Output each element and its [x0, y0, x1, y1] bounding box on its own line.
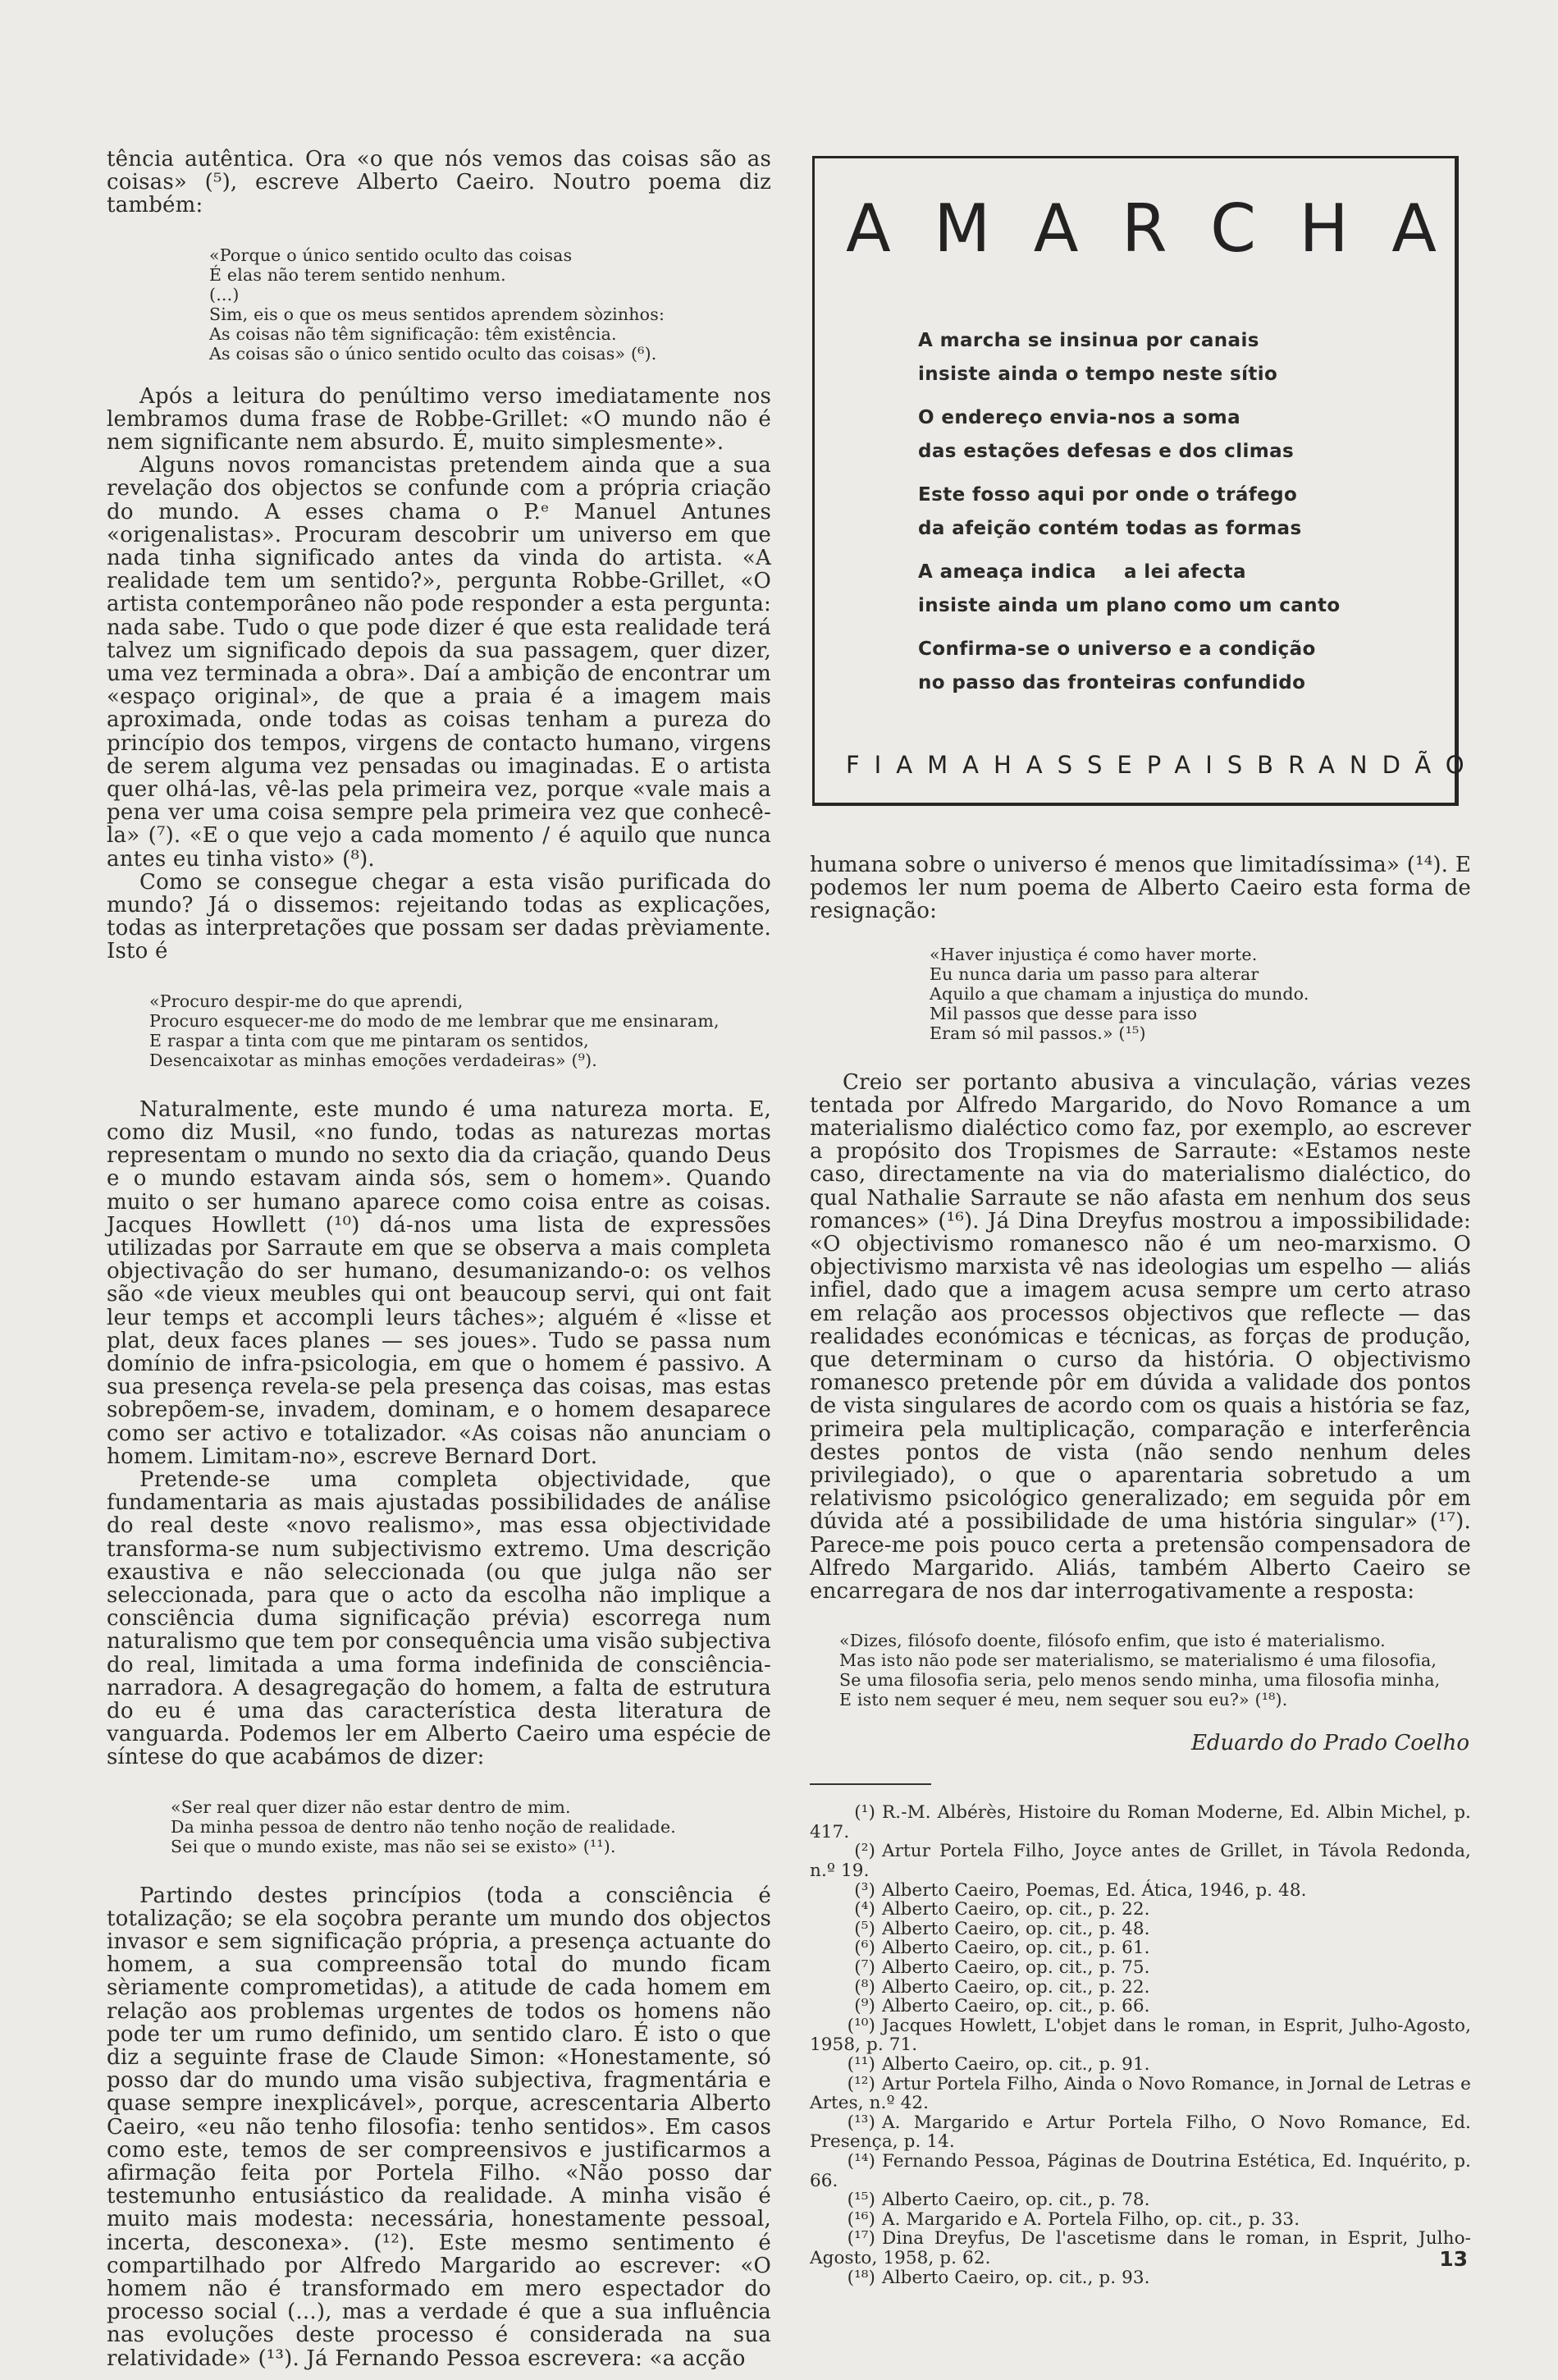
footnote — [810, 1842, 1471, 1880]
paragraph: humana sobre o universo é menos que limitadíssima» (¹⁴). E podemos ler num poema de Alberto Caeiro esta forma de resignação: — [810, 853, 1471, 924]
footnote — [810, 2113, 1471, 2152]
poem-line: Este fosso aqui por onde o tráfego — [918, 484, 1298, 506]
footnote-text: Alberto Caeiro, op. cit., p. 78. — [882, 2190, 1150, 2211]
quote-line: As coisas são o único sentido oculto das coisas» (⁶). — [209, 343, 657, 364]
left-column — [107, 148, 771, 2370]
footnote — [810, 1978, 1471, 1998]
footnote-number: (¹) — [854, 1802, 875, 1824]
footnote-text: R.-M. Albérès, Histoire du Roman Moderne, Ed. Albin Michel, p. 417. — [810, 1802, 1471, 1842]
quote-line: Sim, eis o que os meus sentidos aprendem sòzinhos: — [209, 304, 665, 324]
quote-line: Procuro esquecer-me do modo de me lembrar que me ensinaram, — [149, 1010, 720, 1031]
poem-author — [846, 751, 1479, 779]
title-letter: A — [846, 190, 891, 267]
footnote-number: (⁷) — [854, 1957, 875, 1979]
poem-quote — [810, 945, 1471, 1043]
footnote-text: A. Margarido e Artur Portela Filho, O Novo Romance, Ed. Presença, p. 14. — [810, 2112, 1471, 2153]
footnote — [810, 2055, 1471, 2075]
footnote-text: Alberto Caeiro, op. cit., p. 91. — [882, 2054, 1150, 2075]
paragraph: Pretende-se uma completa objectividade, que fundamentaria as mais ajustadas possibilidades de análise do real deste «novo realismo», mas essa objectividade transforma-se num subjectivismo extremo. Uma descrição exaustiva e não seleccionada (ou que julga não ser seleccionada, para que o acto da escolha não implique a consciência duma significação prévia) escorrega num naturalismo que tem por consequência uma visão subjectiva do real, limitada a uma forma indefinida de consciência-narradora. A desagregação do homem, a falta de estrutura do eu é uma das característica desta literatura de vanguarda. Podemos ler em Alberto Caeiro uma espécie de síntese do que acabámos de dizer: — [107, 1467, 771, 1770]
footnote-number: (⁴) — [854, 1899, 875, 1920]
poem-line: das estações defesas e dos climas — [918, 440, 1295, 462]
footnote — [810, 1920, 1471, 1939]
page-number: 13 — [1439, 2247, 1468, 2271]
footnote-text: Alberto Caeiro, op. cit., p. 22. — [882, 1976, 1150, 1998]
poem-line: A ameaça indica a lei afecta — [918, 561, 1246, 583]
footnote-text: Alberto Caeiro, op. cit., p. 61. — [882, 1938, 1150, 1959]
poem-line: no passo das fronteiras confundido — [918, 671, 1306, 693]
footnote — [810, 2152, 1471, 2190]
author-word: FIAMA — [846, 751, 994, 779]
right-column — [810, 854, 1471, 2287]
footnote-number: (¹⁷) — [847, 2228, 875, 2250]
footnote-number: (¹⁶) — [847, 2208, 875, 2230]
poem-quote — [107, 991, 771, 1070]
footnote-text: Alberto Caeiro, op. cit., p. 66. — [882, 1996, 1150, 2017]
quote-line: As coisas não têm significação: têm existência. — [209, 323, 617, 344]
footnote — [810, 2190, 1471, 2210]
poem-line: A marcha se insinua por canais — [918, 330, 1259, 351]
quote-line: «Ser real quer dizer não estar dentro de mim. — [171, 1796, 571, 1817]
quote-line: «Haver injustiça é como haver morte. — [930, 944, 1258, 964]
quote-line: «Dizes, filósofo doente, filósofo enfim, que isto é materialismo. — [839, 1631, 1386, 1651]
footnote-text: Alberto Caeiro, op. cit., p. 22. — [882, 1899, 1150, 1920]
quote-line: É elas não terem sentido nenhum. — [209, 264, 506, 285]
footnote — [810, 2210, 1471, 2230]
footnote-text: Alberto Caeiro, op. cit., p. 75. — [882, 1957, 1150, 1979]
footnote — [810, 1958, 1471, 1978]
quote-line: Aquilo a que chamam a injustiça do mundo. — [930, 983, 1309, 1004]
poem-quote — [107, 245, 771, 364]
footnote — [810, 2229, 1471, 2268]
footnote-number: (¹¹) — [847, 2054, 875, 2075]
title-letter: R — [1122, 190, 1167, 267]
poem-box — [812, 156, 1479, 806]
footnote-number: (⁸) — [854, 1976, 875, 1998]
footnote-text: Dina Dreyfus, De l'ascetisme dans le roman, in Esprit, Julho-Agosto, 1958, p. 62. — [810, 2228, 1471, 2268]
poem-line: da afeição contém todas as formas — [918, 517, 1302, 539]
quote-line: Desencaixotar as minhas emoções verdadeiras» (⁹). — [149, 1050, 597, 1070]
footnote-number: (⁶) — [854, 1938, 875, 1959]
footnote — [810, 1881, 1471, 1901]
footnote-text: Alberto Caeiro, op. cit., p. 48. — [882, 1918, 1150, 1939]
paragraph: Alguns novos romancistas pretendem ainda que a sua revelação dos objectos se confunde com a própria criação do mundo. A esses chama o P.ᵉ Manuel Antunes «origenalistas». Procuram descobrir um universo em que nada tinha significado antes da vinda do artista. «A realidade tem um sentido?», pergunta Robbe-Grillet, «O artista contemporâneo não pode responder a esta pergunta: nada sabe. Tudo o que pode dizer é que esta realidade terá talvez um significado depois da sua passagem, quer dizer, uma vez terminada a obra». Daí a ambição de encontrar um «espaço original», de que a praia é a imagem mais aproximada, onde todas as coisas tenham a pureza do princípio dos tempos, virgens de contacto humano, virgens de serem alguma vez pensadas ou imaginadas. E o artista quer olhá-las, vê-las pela primeira vez, porque «vale mais a pena ver uma coisa sempre pela primeira vez que conhecê-la» (⁷). «E o que vejo a cada momento / é aquilo que nunca antes eu tinha visto» (⁸). — [107, 453, 771, 872]
footnote-number: (¹⁸) — [847, 2267, 875, 2288]
footnote — [810, 2075, 1471, 2113]
footnote-text: Artur Portela Filho, Ainda o Novo Romance, in Jornal de Letras e Artes, n.º 42. — [810, 2073, 1471, 2114]
footnote-number: (¹³) — [847, 2112, 875, 2133]
author-word: BRANDÃO — [1257, 751, 1479, 779]
poem-line: Confirma-se o universo e a condição — [918, 638, 1316, 660]
footnote-number: (¹²) — [847, 2073, 875, 2094]
footnote-number: (⁵) — [854, 1918, 875, 1939]
poem-quote — [810, 1631, 1471, 1709]
author-word: HASSE — [993, 751, 1147, 779]
footnote — [810, 2016, 1471, 2055]
paragraph: Creio ser portanto abusiva a vinculação, várias vezes tentada por Alfredo Margarido, do Novo Romance a um materialismo dialéctico como faz, por exemplo, ao escrever a propósito dos Tropismes de Sarraute: «Estamos neste caso, directamente na via do materialismo dialéctico, do qual Nathalie Sarraute se não afasta em nenhum dos seus romances» (¹⁶). Já Dina Dreyfus mostrou a impossibilidade: «O objectivismo romanesco não é um neo-marxismo. O objectivismo marxista vê nas ideologias um espelho — aliás infiel, dado que a imagem acusa sempre um certo atraso em relação aos processos objectivos que reflecte — das realidades económicas e técnicas, as forças de produção, que determinam o curso da história. O objectivismo romanesco pretende pôr em dúvida a validade dos pontos de vista singulares de acordo com os quais a história se faz, primeira pela multiplicação, comparação e interferência destes pontos de vista (não sendo nenhum deles privilegiado), o que o aparentaria sobretudo a um relativismo psicológico generalizado; em seguida pôr em dúvida até a possibilidade de uma história singular» (¹⁷). Parece-me pois pouco certa a pretensão compensadora de Alfredo Margarido. Aliás, também Alberto Caeiro se encarregara de nos dar interrogativamente a resposta: — [810, 1069, 1471, 1604]
footnote-text: A. Margarido e A. Portela Filho, op. cit., p. 33. — [882, 2208, 1300, 2230]
footnote-number: (¹⁵) — [847, 2190, 875, 2211]
footnote-number: (¹⁰) — [847, 2015, 875, 2036]
quote-line: Mil passos que desse para isso — [930, 1003, 1198, 1023]
poem-line: insiste ainda o tempo neste sítio — [918, 363, 1278, 385]
quote-line: «Procuro despir-me do que aprendi, — [149, 991, 464, 1011]
paragraph: Partindo destes princípios (toda a consciência é totalização; se ela soçobra perante um mundo dos objectos invasor e sem significação própria, a presença actuante do homem, a sua compreensão total do mundo ficam sèriamente comprometidas), a atitude de cada homem em relação aos problemas urgentes de todos os homens não pode ter um rumo definido, um sentido claro. É isto o que diz a seguinte frase de Claude Simon: «Honestamente, só posso dar do mundo uma visão subjectiva, fragmentária e quase sempre inexplicável», porque, acrescentaria Alberto Caeiro, «eu não tenho filosofia: tenho sentidos». Em casos como este, temos de ser compreensivos e justificarmos a afirmação feita por Portela Filho. «Não posso dar testemunho entusiástico da realidade. A minha visão é muito mais modesta: necessária, honestamente pessoal, incerta, desconexa». (¹²). Este mesmo sentimento é compartilhado por Alfredo Margarido ao escrever: «O homem não é transformado em mero espectador do processo social (...), mas a verdade é que a sua influência nas evoluções deste processo é considerada na sua relatividade» (¹³). Já Fernando Pessoa escrevera: «a acção — [107, 1883, 771, 2371]
title-letter: H — [1299, 190, 1349, 267]
quote-line: Eram só mil passos.» (¹⁵) — [930, 1023, 1146, 1043]
quote-line: Se uma filosofia seria, pelo menos sendo minha, uma filosofia minha, — [839, 1670, 1441, 1691]
paragraph: Após a leitura do penúltimo verso imediatamente nos lembramos duma frase de Robbe-Grillet: «O mundo não é nem significante nem absurdo. É, muito simplesmente». — [107, 383, 771, 455]
footnote — [810, 1938, 1471, 1958]
footnote — [810, 1900, 1471, 1920]
paragraph: Naturalmente, este mundo é uma natureza morta. E, como diz Musil, «no fundo, todas as naturezas mortas representam o mundo no sexto dia da criação, quando Deus e o mundo estavam ainda sós, sem o homem». Quando muito o ser humano aparece como coisa entre as coisas. Jacques Howllett (¹⁰) dá-nos uma lista de expressões utilizadas por Sarraute em que se observa a mais completa objectivação do ser humano, desumanizando-o: os velhos são «de vieux meubles qui ont beaucoup servi, qui ont fait leur temps et accompli leurs tâches»; alguém é «lisse et plat, deux faces planes — ses joues». Tudo se passa num domínio de infra-psicologia, em que o homem é passivo. A sua presença revela-se pela presença das coisas, mas estas sobrepõem-se, invadem, dominam, e o homem desaparece como ser activo e totalizador. «As coisas não anunciam o homem. Limitam-no», escreve Bernard Dort. — [107, 1096, 771, 1469]
paragraph: Como se consegue chegar a esta visão purificada do mundo? Já o dissemos: rejeitando todas as explicações, todas as interpretações que possam ser dadas prèviamente. Isto é — [107, 869, 771, 964]
author-word: PAIS — [1146, 751, 1258, 779]
quote-line: Sei que o mundo existe, mas não sei se existo» (¹¹). — [171, 1836, 616, 1856]
quote-line: Eu nunca daria um passo para alterar — [930, 963, 1259, 984]
footnote-text: Fernando Pessoa, Páginas de Doutrina Estética, Ed. Inquérito, p. 66. — [810, 2150, 1471, 2191]
footnote-text: Jacques Howlett, L'objet dans le roman, in Esprit, Julho-Agosto, 1958, p. 71. — [810, 2015, 1471, 2056]
poem-line: insiste ainda um plano como um canto — [918, 594, 1341, 616]
poem-line: O endereço envia-nos a soma — [918, 407, 1241, 428]
footnote-number: (⁹) — [854, 1996, 875, 2017]
quote-line: E isto nem sequer é meu, nem sequer sou eu?» (¹⁸). — [839, 1690, 1288, 1710]
poem-quote — [107, 1797, 771, 1856]
title-letter: A — [1033, 190, 1079, 267]
poem-title — [846, 190, 1437, 267]
author-signature: Eduardo do Prado Coelho — [1190, 1731, 1469, 1756]
title-letter: C — [1210, 190, 1257, 267]
footnotes — [810, 1803, 1471, 2287]
paragraph: tência autêntica. Ora «o que nós vemos das coisas são as coisas» (⁵), escreve Alberto Caeiro. Noutro poema diz também: — [107, 147, 771, 218]
footnote — [810, 1803, 1471, 1842]
footnote-text: Artur Portela Filho, Joyce antes de Grillet, in Távola Redonda, n.º 19. — [810, 1841, 1471, 1882]
quote-line: «Porque o único sentido oculto das coisas — [209, 245, 573, 265]
title-letter: M — [934, 190, 991, 267]
footnote-number: (³) — [854, 1879, 875, 1901]
footnote-number: (²) — [854, 1841, 875, 1862]
quote-line: Da minha pessoa de dentro não tenho noção de realidade. — [171, 1816, 676, 1837]
footnote-number: (¹⁴) — [847, 2150, 875, 2172]
poem-lines — [918, 324, 1410, 699]
footnote-text: Alberto Caeiro, op. cit., p. 93. — [882, 2267, 1150, 2288]
quote-line: Mas isto não pode ser materialismo, se materialismo é uma filosofia, — [839, 1650, 1437, 1671]
quote-line: (...) — [209, 284, 240, 304]
footnote — [810, 2268, 1471, 2288]
quote-line: E raspar a tinta com que me pintaram os sentidos, — [149, 1030, 589, 1050]
footnote-divider — [810, 1783, 931, 1785]
footnote-text: Alberto Caeiro, Poemas, Ed. Ática, 1946, p. 48. — [882, 1879, 1307, 1901]
footnote — [810, 1997, 1471, 2016]
title-letter: A — [1391, 190, 1437, 267]
